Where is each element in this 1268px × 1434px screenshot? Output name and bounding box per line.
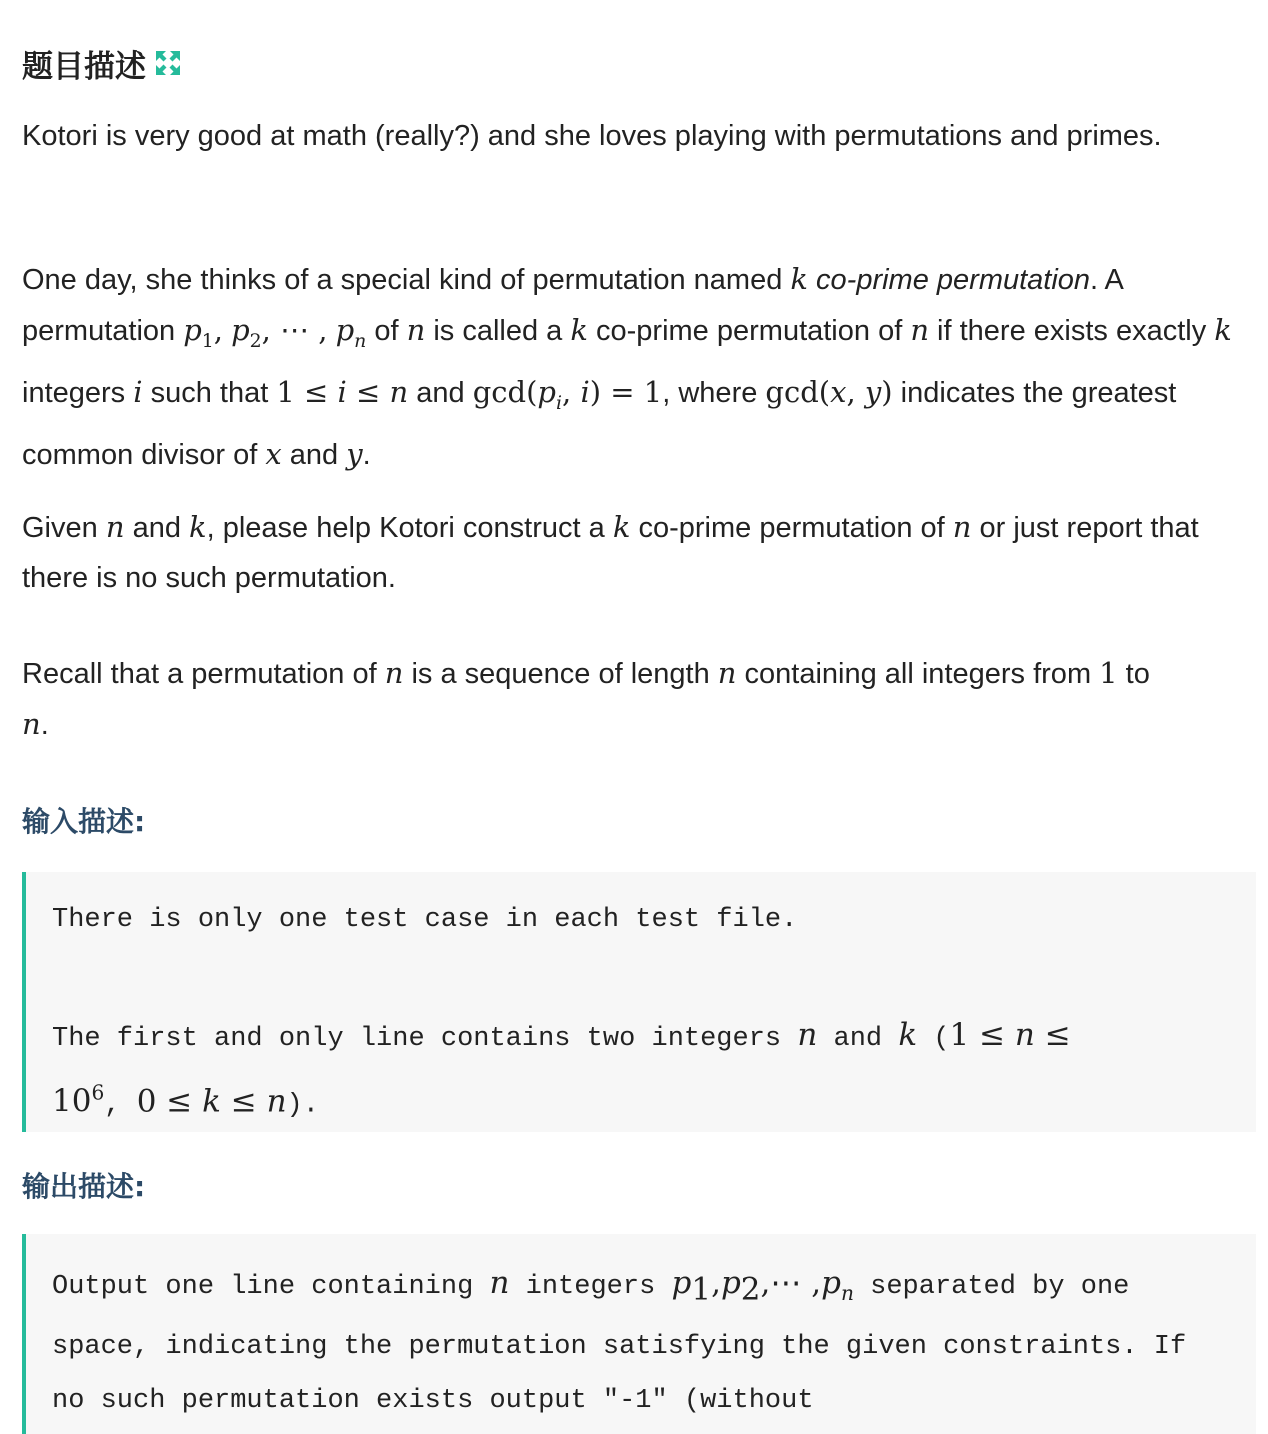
output-heading: 输出描述: [22,1170,146,1203]
output-text: Output one line containing n integers $p_1,p_2,\cdots$ $,p_n$ separated by one space, indicating the permutation satisfying the given constraints. If no such permutation exists output "-1" (without [52,1265,1187,1417]
intro-paragraph: Kotori is very good at math (really?) and she loves playing with permutations and primes. [22,120,1162,152]
expand-icon[interactable] [154,49,182,77]
title-text: 题目描述 [22,48,146,85]
definition-paragraph: One day, she thinks of a special kind of permutation named k co-prime permutation. A permutation $p_1$, $p_2$, ⋯ , $p_n$ of n is called a k co-prime permutation of n if there exists exactly k integers i such that 1 ≤ i ≤ n and $\gcd(p_i$, i) = 1, where gcd(x, y) indicates the greatest common divisor of x and y. [22,262,1232,471]
recall-paragraph: Recall that a permutation of n is a sequence of length n containing all integers from 1 to n. [22,656,1150,741]
task-paragraph: Given n and k, please help Kotori construct a k co-prime permutation of n or just report that there is no such permutation. [22,510,1199,594]
problem-title [22,40,182,86]
output-description-box [22,1234,1256,1434]
input-line-2: The first and only line contains two integers n and k (1 ≤ n ≤ $10^6$, 0 ≤ k ≤ n). [52,1017,1071,1121]
input-heading: 输入描述: [22,805,146,838]
input-description-box [22,872,1256,1132]
input-line-1: There is only one test case in each test file. [52,905,798,935]
